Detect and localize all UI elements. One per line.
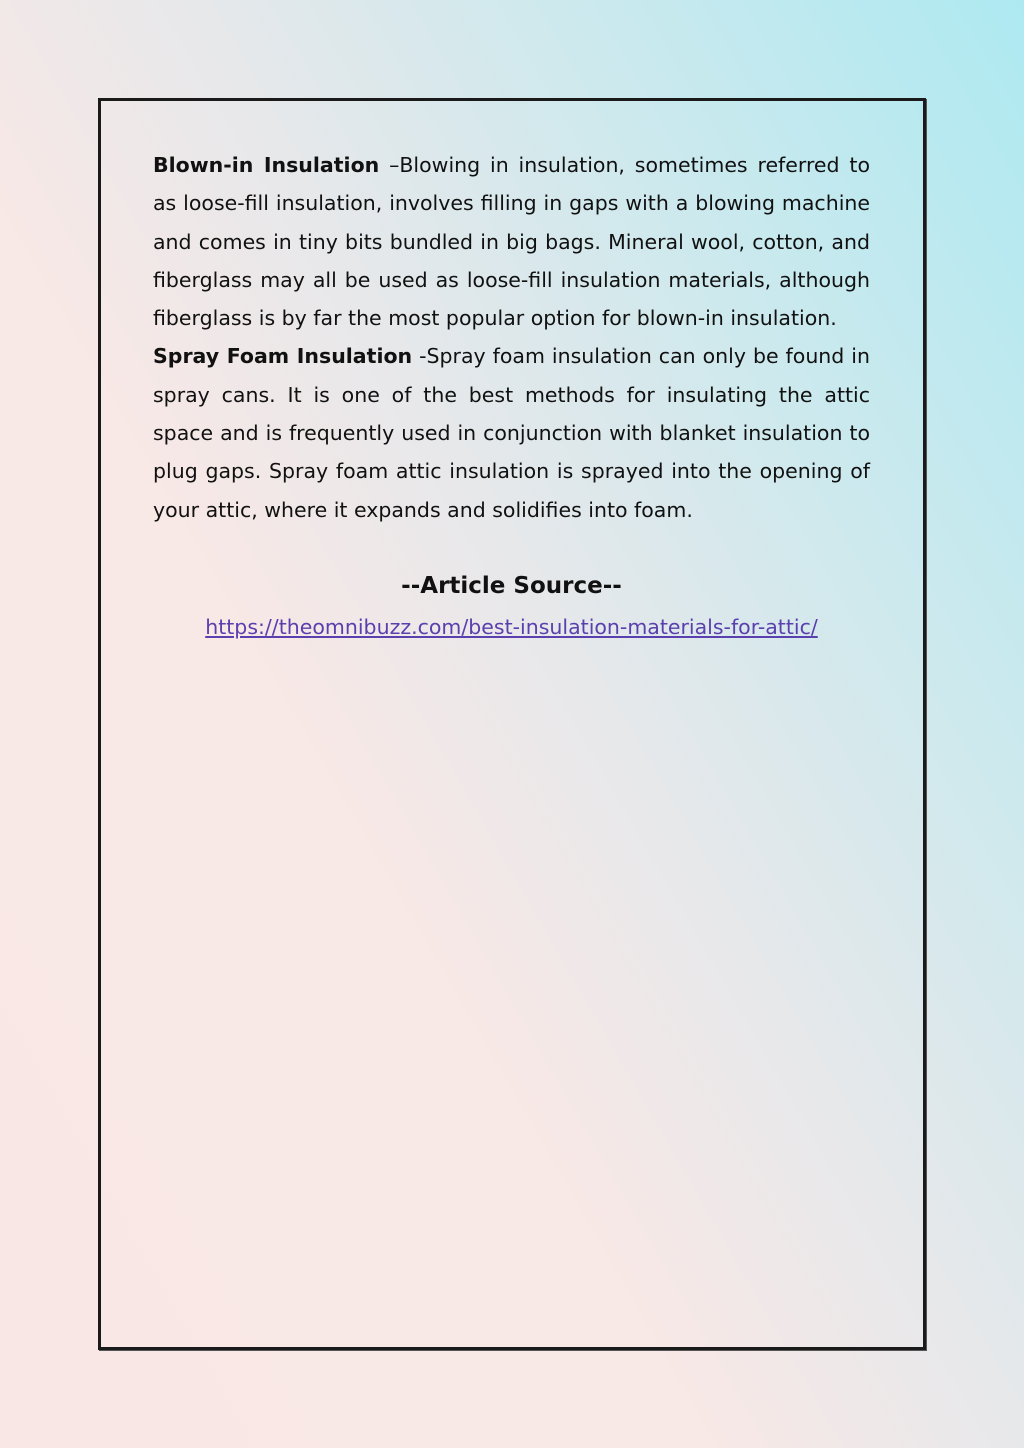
article-source-link[interactable]: https://theomnibuzz.com/best-insulation-materials-for-attic/	[205, 614, 818, 639]
blown-in-insulation-paragraph	[153, 146, 870, 337]
spray-foam-insulation-paragraph	[153, 337, 870, 528]
blown-in-insulation-heading: Blown-in Insulation	[153, 153, 380, 177]
article-source-heading: --Article Source--	[401, 572, 622, 599]
blown-in-insulation-text: –Blowing in insulation, sometimes referred to as loose-fill insulation, involves filling in gaps with a blowing machine and comes in tiny bits bundled in big bags. Mineral wool, cotton, and fiberglass may all be used as loose-fill insulation materials, although fiberglass is by far the most popular option for blown-in insulation.	[153, 153, 870, 331]
spray-foam-insulation-text: -Spray foam insulation can only be found in spray cans. It is one of the best methods for insulating the attic space and is frequently used in conjunction with blanket insulation to plug gaps. Spray foam attic insulation is sprayed into the opening of your attic, where it expands and solidifies into foam.	[153, 344, 870, 522]
article-content	[153, 146, 870, 647]
spray-foam-insulation-heading: Spray Foam Insulation	[153, 344, 413, 369]
